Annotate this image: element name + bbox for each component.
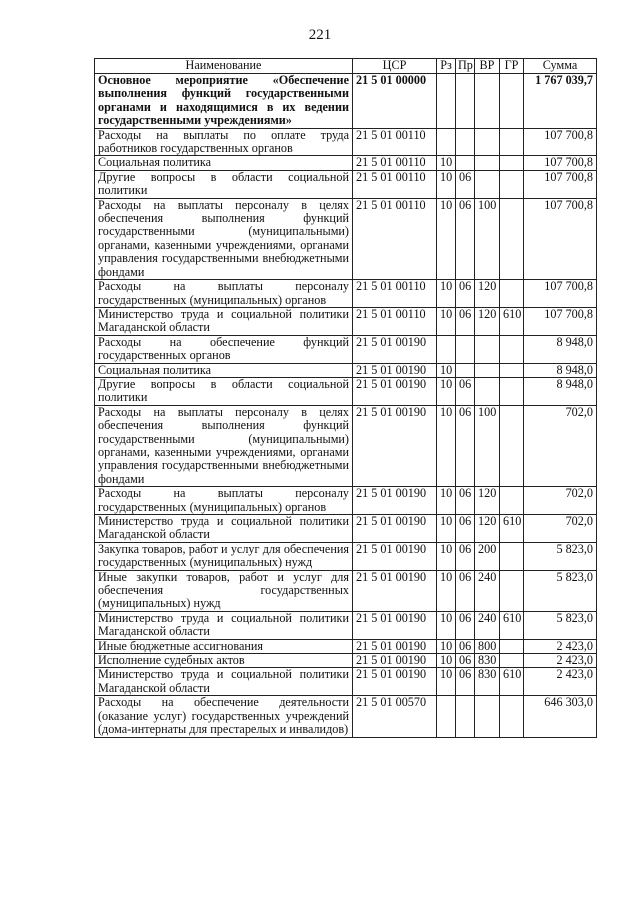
row-rz-code: 10 [437,156,456,170]
row-sum: 5 823,0 [524,570,597,611]
row-vr-code: 120 [475,307,500,335]
row-pr-code [456,74,475,129]
table-row [95,156,597,170]
row-vr-code: 830 [475,654,500,668]
row-sum: 8 948,0 [524,377,597,405]
table-row [95,335,597,363]
row-rz-code [437,74,456,129]
row-csr-code: 21 5 01 00190 [353,611,437,639]
row-sum: 702,0 [524,405,597,486]
row-sum: 2 423,0 [524,654,597,668]
row-pr-code: 06 [456,654,475,668]
row-pr-code: 06 [456,668,475,696]
row-rz-code [437,128,456,156]
row-csr-code: 21 5 01 00110 [353,156,437,170]
row-vr-code [475,170,500,198]
row-csr-code: 21 5 01 00190 [353,405,437,486]
row-rz-code: 10 [437,570,456,611]
row-gr-code [500,487,524,515]
table-row [95,128,597,156]
row-pr-code: 06 [456,570,475,611]
row-vr-code: 240 [475,611,500,639]
row-vr-code [475,335,500,363]
row-csr-code: 21 5 01 00110 [353,280,437,308]
row-gr-code: 610 [500,307,524,335]
row-name: Расходы на обеспечение деятельности (оказание услуг) государственных учреждений (дома-интернаты для престарелых и инвалидов) [95,696,353,737]
row-gr-code [500,654,524,668]
row-name: Исполнение судебных актов [95,654,353,668]
row-gr-code [500,363,524,377]
row-name: Социальная политика [95,363,353,377]
row-name: Иные закупки товаров, работ и услуг для обеспечения государственных (муниципальных) нужд [95,570,353,611]
row-name: Расходы на выплаты персоналу государственных (муниципальных) органов [95,280,353,308]
row-pr-code: 06 [456,307,475,335]
row-vr-code [475,363,500,377]
row-name: Министерство труда и социальной политики Магаданской области [95,668,353,696]
row-name: Министерство труда и социальной политики Магаданской области [95,515,353,543]
row-gr-code [500,377,524,405]
table-row [95,280,597,308]
row-csr-code: 21 5 01 00110 [353,128,437,156]
row-name: Другие вопросы в области социальной политики [95,170,353,198]
row-name: Расходы на выплаты персоналу государственных (муниципальных) органов [95,487,353,515]
header-sum: Сумма [524,59,597,74]
table-row [95,654,597,668]
row-sum: 702,0 [524,515,597,543]
row-gr-code [500,156,524,170]
row-rz-code: 10 [437,363,456,377]
row-pr-code: 06 [456,487,475,515]
table-row [95,307,597,335]
row-name: Расходы на обеспечение функций государственных органов [95,335,353,363]
header-csr: ЦСР [353,59,437,74]
row-name: Закупка товаров, работ и услуг для обеспечения государственных (муниципальных) нужд [95,542,353,570]
table-body [95,74,597,738]
row-csr-code: 21 5 01 00190 [353,654,437,668]
table-row [95,668,597,696]
budget-table [94,58,597,738]
row-vr-code [475,156,500,170]
table-row [95,487,597,515]
row-rz-code: 10 [437,198,456,279]
row-vr-code: 120 [475,487,500,515]
row-gr-code [500,405,524,486]
row-gr-code [500,280,524,308]
row-pr-code: 06 [456,611,475,639]
row-rz-code: 10 [437,487,456,515]
row-csr-code: 21 5 01 00110 [353,170,437,198]
row-pr-code: 06 [456,280,475,308]
row-sum: 107 700,8 [524,280,597,308]
row-vr-code: 830 [475,668,500,696]
row-pr-code: 06 [456,405,475,486]
header-name: Наименование [95,59,353,74]
row-rz-code: 10 [437,611,456,639]
row-pr-code [456,335,475,363]
row-rz-code: 10 [437,654,456,668]
row-gr-code: 610 [500,515,524,543]
row-vr-code [475,74,500,129]
row-sum: 702,0 [524,487,597,515]
row-csr-code: 21 5 01 00110 [353,307,437,335]
row-name: Расходы на выплаты персоналу в целях обеспечения выполнения функций государственными (муниципальными) органами, казенными учреждениями, органами управления государственными внебюджетными фондами [95,405,353,486]
row-vr-code [475,128,500,156]
row-name: Министерство труда и социальной политики Магаданской области [95,307,353,335]
table-row [95,377,597,405]
row-vr-code: 100 [475,198,500,279]
row-rz-code: 10 [437,377,456,405]
page-number: 221 [308,27,332,43]
row-sum: 2 423,0 [524,668,597,696]
row-sum: 107 700,8 [524,156,597,170]
row-sum: 107 700,8 [524,170,597,198]
header-gr: ГР [500,59,524,74]
row-csr-code: 21 5 01 00190 [353,668,437,696]
table-row [95,405,597,486]
header-rz: Рз [437,59,456,74]
row-rz-code: 10 [437,307,456,335]
row-csr-code: 21 5 01 00190 [353,335,437,363]
row-rz-code: 10 [437,668,456,696]
row-rz-code: 10 [437,405,456,486]
table-row [95,542,597,570]
row-pr-code [456,696,475,737]
table-row [95,363,597,377]
table-header-row [95,59,597,74]
row-pr-code [456,128,475,156]
table-row [95,74,597,129]
row-csr-code: 21 5 01 00190 [353,639,437,653]
row-name: Иные бюджетные ассигнования [95,639,353,653]
row-pr-code [456,363,475,377]
row-gr-code [500,74,524,129]
table-row [95,696,597,737]
row-pr-code: 06 [456,515,475,543]
row-sum: 646 303,0 [524,696,597,737]
table-row [95,611,597,639]
row-sum: 5 823,0 [524,611,597,639]
row-csr-code: 21 5 01 00190 [353,377,437,405]
row-name: Другие вопросы в области социальной политики [95,377,353,405]
row-name: Расходы на выплаты персоналу в целях обеспечения выполнения функций государственными (муниципальными) органами, казенными учреждениями, органами управления государственными внебюджетными фондами [95,198,353,279]
row-pr-code: 06 [456,542,475,570]
row-pr-code: 06 [456,377,475,405]
row-rz-code: 10 [437,515,456,543]
row-vr-code: 100 [475,405,500,486]
row-vr-code: 200 [475,542,500,570]
row-rz-code [437,696,456,737]
row-name: Министерство труда и социальной политики Магаданской области [95,611,353,639]
row-vr-code: 120 [475,280,500,308]
row-csr-code: 21 5 01 00190 [353,570,437,611]
row-rz-code: 10 [437,170,456,198]
row-gr-code [500,335,524,363]
row-csr-code: 21 5 01 00570 [353,696,437,737]
row-name: Социальная политика [95,156,353,170]
row-name: Расходы на выплаты по оплате труда работников государственных органов [95,128,353,156]
row-sum: 8 948,0 [524,363,597,377]
header-pr: Пр [456,59,475,74]
row-vr-code [475,696,500,737]
row-gr-code [500,696,524,737]
row-gr-code [500,128,524,156]
table-row [95,170,597,198]
row-gr-code [500,170,524,198]
table-row [95,570,597,611]
row-gr-code [500,639,524,653]
row-pr-code [456,156,475,170]
row-gr-code: 610 [500,668,524,696]
row-csr-code: 21 5 01 00190 [353,363,437,377]
row-vr-code [475,377,500,405]
row-gr-code [500,542,524,570]
row-gr-code [500,198,524,279]
row-sum: 107 700,8 [524,198,597,279]
row-csr-code: 21 5 01 00000 [353,74,437,129]
row-vr-code: 800 [475,639,500,653]
row-rz-code: 10 [437,280,456,308]
row-rz-code: 10 [437,639,456,653]
row-name: Основное мероприятие «Обеспечение выполнения функций государственными органами и находящимися в их ведении государственными учреждениями» [95,74,353,129]
row-sum: 107 700,8 [524,128,597,156]
table-row [95,639,597,653]
row-pr-code: 06 [456,198,475,279]
row-csr-code: 21 5 01 00190 [353,487,437,515]
row-csr-code: 21 5 01 00190 [353,542,437,570]
row-pr-code: 06 [456,170,475,198]
row-rz-code [437,335,456,363]
row-rz-code: 10 [437,542,456,570]
row-pr-code: 06 [456,639,475,653]
row-sum: 107 700,8 [524,307,597,335]
row-sum: 5 823,0 [524,542,597,570]
row-vr-code: 120 [475,515,500,543]
table-row [95,198,597,279]
row-vr-code: 240 [475,570,500,611]
row-gr-code: 610 [500,611,524,639]
table-row [95,515,597,543]
header-vr: ВР [475,59,500,74]
row-gr-code [500,570,524,611]
row-csr-code: 21 5 01 00190 [353,515,437,543]
row-sum: 2 423,0 [524,639,597,653]
row-sum: 8 948,0 [524,335,597,363]
row-csr-code: 21 5 01 00110 [353,198,437,279]
row-sum: 1 767 039,7 [524,74,597,129]
